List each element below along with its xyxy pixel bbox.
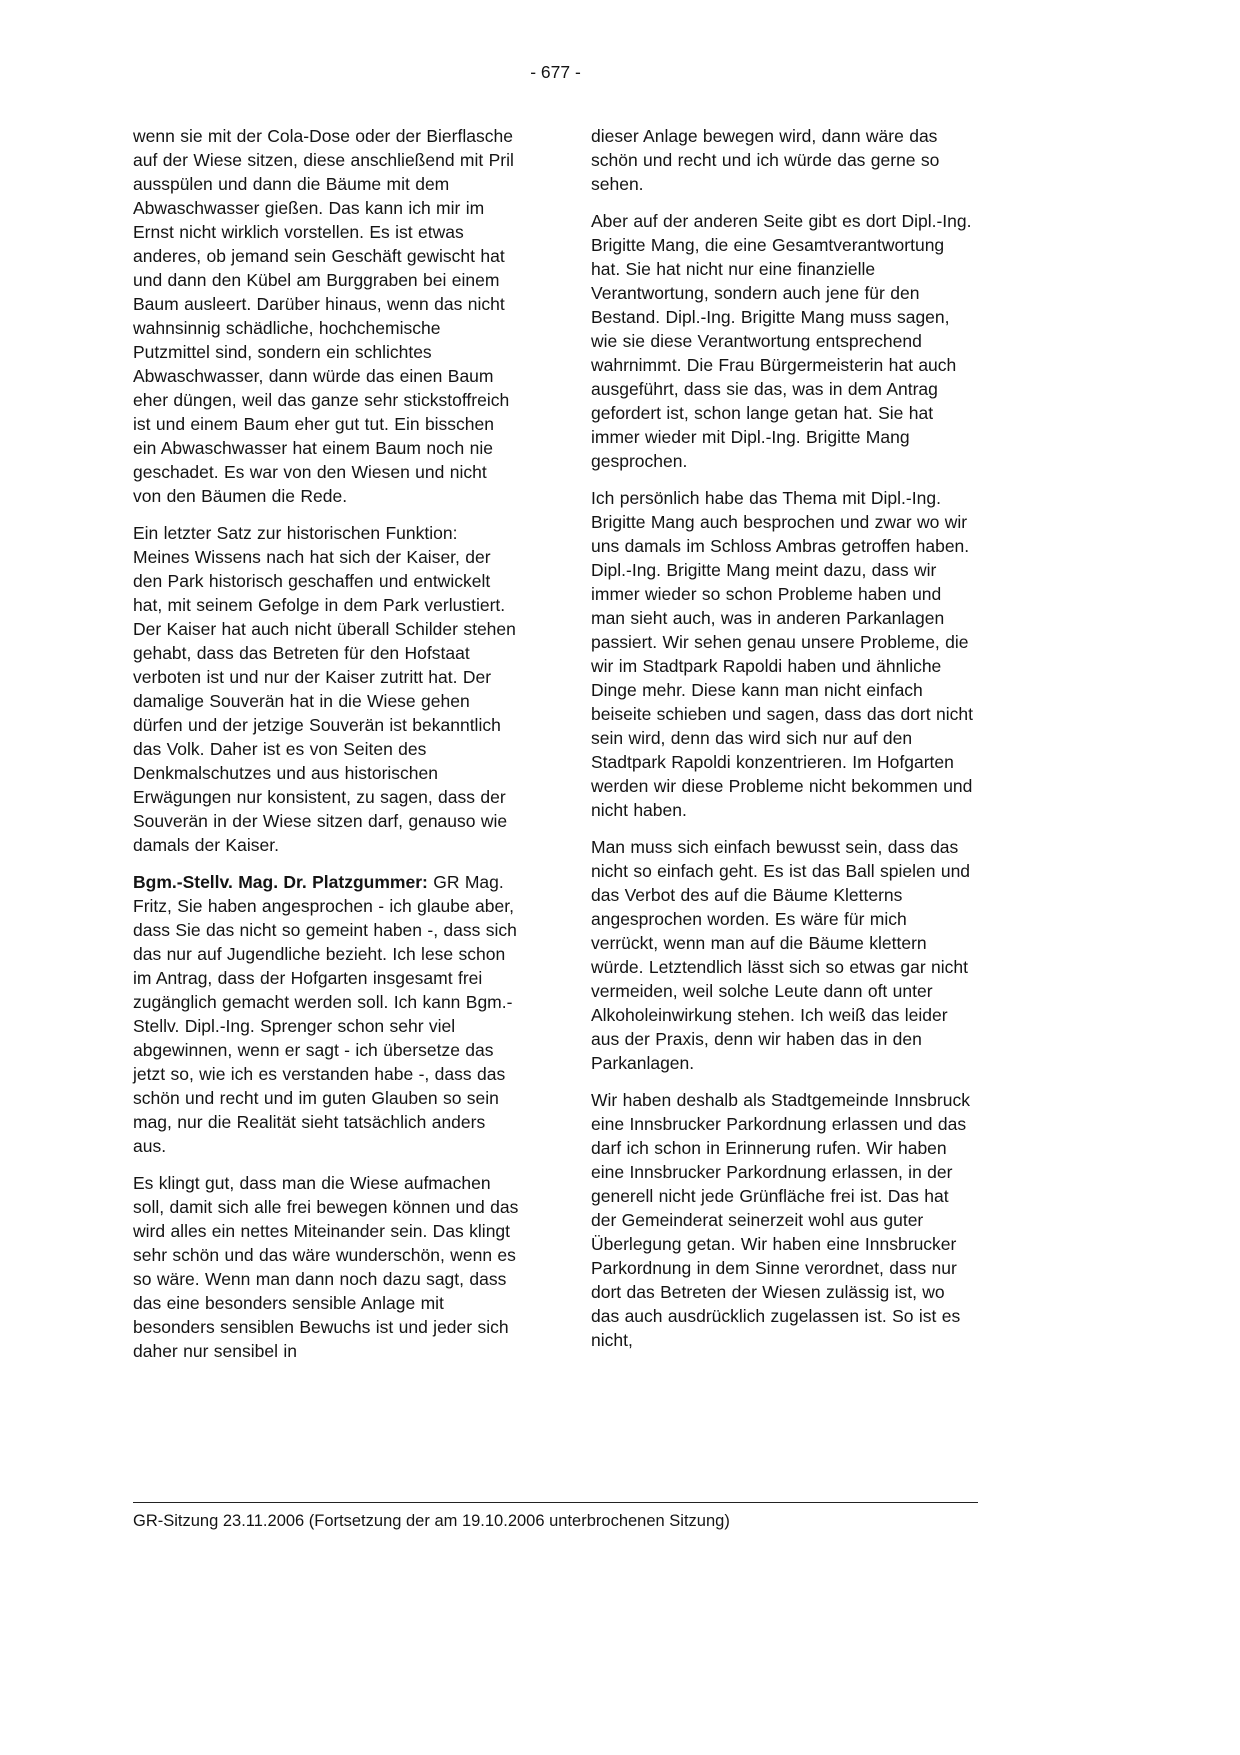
- footer-text: GR-Sitzung 23.11.2006 (Fortsetzung der am 19.10.2006 unterbrochenen Sitzung): [133, 1512, 730, 1530]
- paragraph: wenn sie mit der Cola-Dose oder der Bierflasche auf der Wiese sitzen, diese anschließend mit Pril ausspülen und dann die Bäume mit dem Abwaschwasser gießen. Das kann ich mir im Ernst nicht wirklich vorstellen. Es ist etwas anderes, ob jemand sein Geschäft gewischt hat und dann den Kübel am Burggraben bei einem Baum ausleert. Darüber hinaus, wenn das nicht wahnsinnig schädliche, hochchemische Putzmittel sind, sondern ein schlichtes Abwaschwasser, dann würde das einen Baum eher düngen, weil das ganze sehr stickstoffreich ist und einem Baum eher gut tut. Ein bisschen ein Abwaschwasser hat einem Baum noch nie geschadet. Es war von den Wiesen und nicht von den Bäumen die Rede.: [133, 126, 514, 506]
- footer-divider: [133, 1502, 978, 1503]
- text-columns: [133, 124, 978, 1376]
- right-column: [591, 124, 977, 1376]
- page-footer: [133, 1502, 978, 1532]
- speaker-name: Bgm.-Stellv. Mag. Dr. Platzgummer:: [133, 872, 428, 892]
- page-number: - 677 -: [530, 62, 581, 82]
- paragraph-text: GR Mag. Fritz, Sie haben angesprochen - ich glaube aber, dass Sie das nicht so gemeint haben -, dass sich das nur auf Jugendliche bezieht. Ich lese schon im Antrag, dass der Hofgarten insgesamt frei zugänglich gemacht werden soll. Ich kann Bgm.-Stellv. Dipl.-Ing. Sprenger schon sehr viel abgewinnen, wenn er sagt - ich übersetze das jetzt so, wie ich es verstanden habe -, dass das schön und recht und im guten Glauben so sein mag, nur die Realität sieht tatsächlich anders aus.: [133, 872, 517, 1156]
- paragraph: Ein letzter Satz zur historischen Funktion: Meines Wissens nach hat sich der Kaiser, der den Park historisch geschaffen und entwickelt hat, mit seinem Gefolge in dem Park verlustiert. Der Kaiser hat auch nicht überall Schilder stehen gehabt, dass das Betreten für den Hofstaat verboten ist und nur der Kaiser zutritt hat. Der damalige Souverän hat in die Wiese gehen dürfen und der jetzige Souverän ist bekanntlich das Volk. Daher ist es von Seiten des Denkmalschutzes und aus historischen Erwägungen nur konsistent, zu sagen, dass der Souverän in der Wiese sitzen darf, genauso wie damals der Kaiser.: [133, 523, 516, 855]
- paragraph: dieser Anlage bewegen wird, dann wäre das schön und recht und ich würde das gerne so sehen.: [591, 126, 940, 194]
- paragraph-speaker: [133, 870, 519, 1158]
- paragraph: Aber auf der anderen Seite gibt es dort Dipl.-Ing. Brigitte Mang, die eine Gesamtverantwortung hat. Sie hat nicht nur eine finanzielle Verantwortung, sondern auch jene für den Bestand. Dipl.-Ing. Brigitte Mang muss sagen, wie sie diese Verantwortung entsprechend wahrnimmt. Die Frau Bürgermeisterin hat auch ausgeführt, dass sie das, was in dem Antrag gefordert ist, schon lange getan hat. Sie hat immer wieder mit Dipl.-Ing. Brigitte Mang gesprochen.: [591, 211, 972, 471]
- left-column: [133, 124, 519, 1376]
- paragraph: Ich persönlich habe das Thema mit Dipl.-Ing. Brigitte Mang auch besprochen und zwar wo wir uns damals im Schloss Ambras getroffen haben. Dipl.-Ing. Brigitte Mang meint dazu, dass wir immer wieder so schon Probleme haben und man sieht auch, was in anderen Parkanlagen passiert. Wir sehen genau unsere Probleme, die wir im Stadtpark Rapoldi haben und ähnliche Dinge mehr. Diese kann man nicht einfach beiseite schieben und sagen, dass das dort nicht sein wird, denn das wird sich nur auf den Stadtpark Rapoldi konzentrieren. Im Hofgarten werden wir diese Probleme nicht bekommen und nicht haben.: [591, 488, 973, 820]
- paragraph: Man muss sich einfach bewusst sein, dass das nicht so einfach geht. Es ist das Ball spielen und das Verbot des auf die Bäume Kletterns angesprochen worden. Es wäre für mich verrückt, wenn man auf die Bäume klettern würde. Letztendlich lässt sich so etwas gar nicht vermeiden, weil solche Leute dann oft unter Alkoholeinwirkung stehen. Ich weiß das leider aus der Praxis, denn wir haben das in den Parkanlagen.: [591, 837, 971, 1073]
- paragraph: Wir haben deshalb als Stadtgemeinde Innsbruck eine Innsbrucker Parkordnung erlassen und das darf ich schon in Erinnerung rufen. Wir haben eine Innsbrucker Parkordnung erlassen, in der generell nicht jede Grünfläche frei ist. Das hat der Gemeinderat seinerzeit wohl aus guter Überlegung getan. Wir haben eine Innsbrucker Parkordnung in dem Sinne verordnet, dass nur dort das Betreten der Wiesen zulässig ist, wo das auch ausdrücklich zugelassen ist. So ist es nicht,: [591, 1090, 970, 1350]
- paragraph: Es klingt gut, dass man die Wiese aufmachen soll, damit sich alle frei bewegen können und das wird alles ein nettes Miteinander sein. Das klingt sehr schön und das wäre wunderschön, wenn es so wäre. Wenn man dann noch dazu sagt, dass das eine besonders sensible Anlage mit besonders sensiblen Bewuchs ist und jeder sich daher nur sensibel in: [133, 1173, 519, 1361]
